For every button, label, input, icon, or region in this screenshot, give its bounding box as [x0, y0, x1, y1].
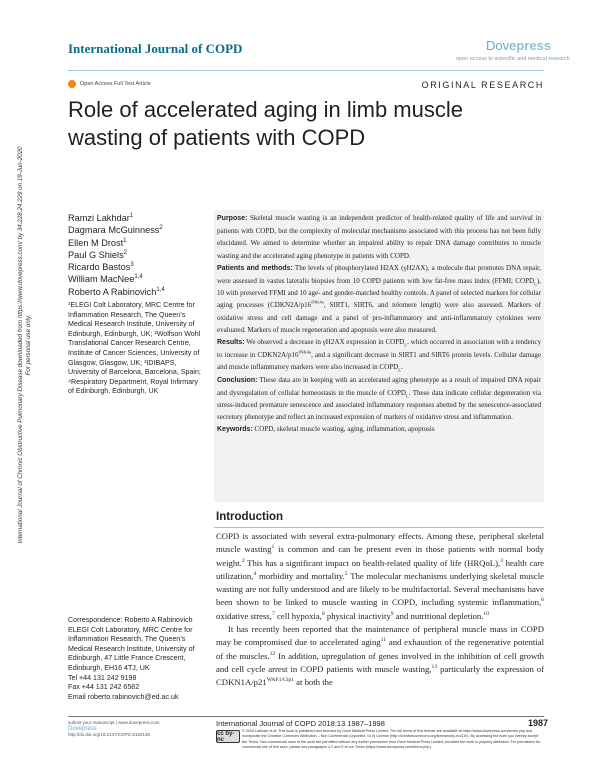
author: Ellen M Drost$^1$ — [68, 237, 127, 248]
introduction-rule — [214, 527, 544, 528]
footer-dovepress-logo: Dovepress — [68, 726, 97, 732]
author: Paul G Shiels$^2$ — [68, 249, 127, 260]
open-access-label — [68, 80, 151, 88]
author: Ramzi Lakhdar$^1$ — [68, 212, 134, 223]
author: Dagmara McGuinness$^2$ — [68, 225, 163, 236]
paragraph: COPD is associated with several extra-pulmonary effects. Among these, peripheral skeletal muscle wasting$^1$ is common and can be present even in those patients with normal body weight.$^2$ This has a significant impact on health-related quality of life (HRQoL),$^3$ health care utilization,$^4$ morbidity and mortality.$^5$ The molecular mechanisms underlying skeletal muscle wasting are not fully understood and are likely to be multifactorial. Several mechanisms have been shown to be linked to muscle wasting in COPD, including systemic inflammation,$^6$ oxidative stress,$^7$ cell hypoxia,$^8$ physical inactivity$^9$ and nutritional depletion.$^{10}$ — [216, 531, 545, 621]
introduction-heading: Introduction — [216, 511, 284, 523]
download-sidebar — [4, 85, 46, 605]
open-access-icon — [68, 80, 76, 88]
affiliations: ¹ELEGI Colt Laboratory, MRC Centre for Inflammation Research, The Queen’s Medical Research Institute, University of Edinburgh, Edinburgh, UK; ²Wolfson Wohl Translational Cancer Research Centre, Institute of Cancer Sciences, University of Glasgow, Glasgow, UK; ³IDIBAPS, University of Barcelona, Barcelona, Spain; ⁴Respiratory Department, Royal Infirmary of Edinburgh, Edinburgh, UK — [68, 301, 201, 396]
brand-main: Dove — [486, 38, 517, 53]
submit-link[interactable]: submit your manuscript | www.dovepress.com — [68, 720, 160, 725]
abstract-purpose: Purpose: Skeletal muscle wasting is an independent predictor of health-related quality of life and survival in patients with COPD, but the complexity of molecular mechanisms associated with this process has not been fully elucidated. We aimed to determine whether an impaired ability to repair DNA damage contributes to muscle wasting and the accelerated aging phenotype in patients with COPD. — [217, 214, 541, 260]
download-notice: International Journal of Chronic Obstructive Pulmonary Disease downloaded from https://www.dovepress.com/ by 34.228.24.229 on 19-Jun-2020 — [17, 146, 24, 544]
dovepress-logo — [486, 38, 551, 53]
correspondence-address: ELEGI Colt Laboratory, MRC Centre for Inflammation Research, The Queen’s Medical Research Institute, University of Edinburgh, 47 Little France Crescent, Edinburgh, EH16 4TJ, UK — [68, 625, 195, 672]
brand-suffix: press — [516, 38, 552, 53]
abstract — [217, 212, 541, 437]
correspondence-name: Correspondence: Roberto A Rabinovich — [68, 616, 193, 624]
correspondence-fax: Fax +44 131 242 6582 — [68, 683, 140, 692]
page-number: 1987 — [528, 718, 549, 728]
footer-citation: International Journal of COPD 2018:13 1987–1998 — [216, 719, 385, 728]
correspondence-email[interactable]: Email roberto.rabinovich@ed.ac.uk — [68, 692, 179, 701]
author: Ricardo Bastos$^3$ — [68, 262, 134, 273]
license-text: © 2018 Lakhdar et al. This work is published and licensed by Dove Medical Press Limited. The full terms of this license are available at https://www.dovepress.com/terms.php and incorporate the Creative Commons Attribution – Non Commercial (unported, v3.0) License (http://creativecommons.org/licenses/by-nc/3.0/). By accessing the work you hereby accept the Terms. Non-commercial uses of the work are permitted without any further permission from Dove Medical Press Limited, provided the work is properly attributed. For permission for commercial use of this work, please see paragraphs 4.2 and 5 of our Terms (https://www.dovepress.com/terms.php). — [242, 729, 541, 750]
abstract-results: Results: We observed a decrease in γH2AX expression in $COPD_L$, which occurred in association with a tendency to increase in $CDKN2A/p16^{INK4a}$, and a significant decrease in SIRT1 and SIRT6 protein levels. Cellular damage and muscle inflammatory markers were also increased in $COPD_L$. — [217, 338, 542, 373]
journal-name: International Journal of COPD — [68, 41, 243, 56]
header-rule — [68, 70, 544, 71]
open-access-text: Open Access Full Text Article — [80, 81, 151, 87]
author-list — [68, 212, 203, 298]
footer-links — [68, 720, 208, 738]
brand-tagline: open access to scientific and medical research — [456, 56, 570, 62]
article-type: ORIGINAL RESEARCH — [421, 80, 544, 90]
introduction-body — [216, 530, 544, 690]
abstract-methods: Patients and methods: The levels of phosphorylated H2AX (γH2AX), a molecule that promotes DNA repair, were assessed in vastus lateralis biopsies from 10 COPD patients with low fat-free mass index (FFMI; $COPD_L$), 10 with preserved FFMI and 10 age- and gender-matched healthy controls. A panel of selected markers for cellular aging processes ($CDKN2A/p16^{INK4a}$, SIRT1, SIRT6, and telomere length) were also assessed. Markers of oxidative stress and cell damage and a panel of pro-inflammatory and anti-inflammatory cytokines were evaluated. Markers of muscle regeneration and apoptosis were also measured. — [217, 263, 541, 334]
abstract-keywords: Keywords: COPD, skeletal muscle wasting, aging, inflammation, apoptosis — [217, 425, 435, 434]
author: Roberto A Rabinovich$^{1,4}$ — [68, 286, 165, 297]
correspondence-tel: Tel +44 131 242 9198 — [68, 673, 137, 682]
paragraph: It has recently been reported that the maintenance of peripheral muscle mass in COPD may be compromised due to accelerated aging$^{11}$ and exhaustion of the regenerative potential of the muscles.$^{12}$ In addition, upregulation of genes involved in the inhibition of cell growth and cell cycle arrest in COPD patients with muscle wasting,$^{13}$ particularly the expression of $CDKN1A/p21^{WAF1/Cip1}$ at both the — [216, 624, 545, 688]
footer-rule — [68, 716, 544, 717]
personal-use-notice: For personal use only. — [25, 314, 32, 376]
abstract-conclusion: Conclusion: These data are in keeping with an accelerated aging phenotype as a result of impaired DNA repair and dysregulation of cellular homeostasis in the muscle of $COPD_L$. These data indicate cellular degeneration via stress-induced premature senescence and associated inflammatory responses abetted by the senescence-associated secretory phenotype and reflect an increased expression of markers of oxidative stress and inflammation. — [217, 375, 542, 422]
cc-license-icon[interactable]: cc by-nc — [216, 730, 240, 743]
article-title: Role of accelerated aging in limb muscle wasting of patients with COPD — [68, 97, 463, 150]
correspondence — [68, 616, 204, 702]
doi-link[interactable]: http://dx.doi.org/10.2147/COPD.S160135 — [68, 732, 151, 737]
author: William MacNee$^{1,4}$ — [68, 274, 143, 285]
